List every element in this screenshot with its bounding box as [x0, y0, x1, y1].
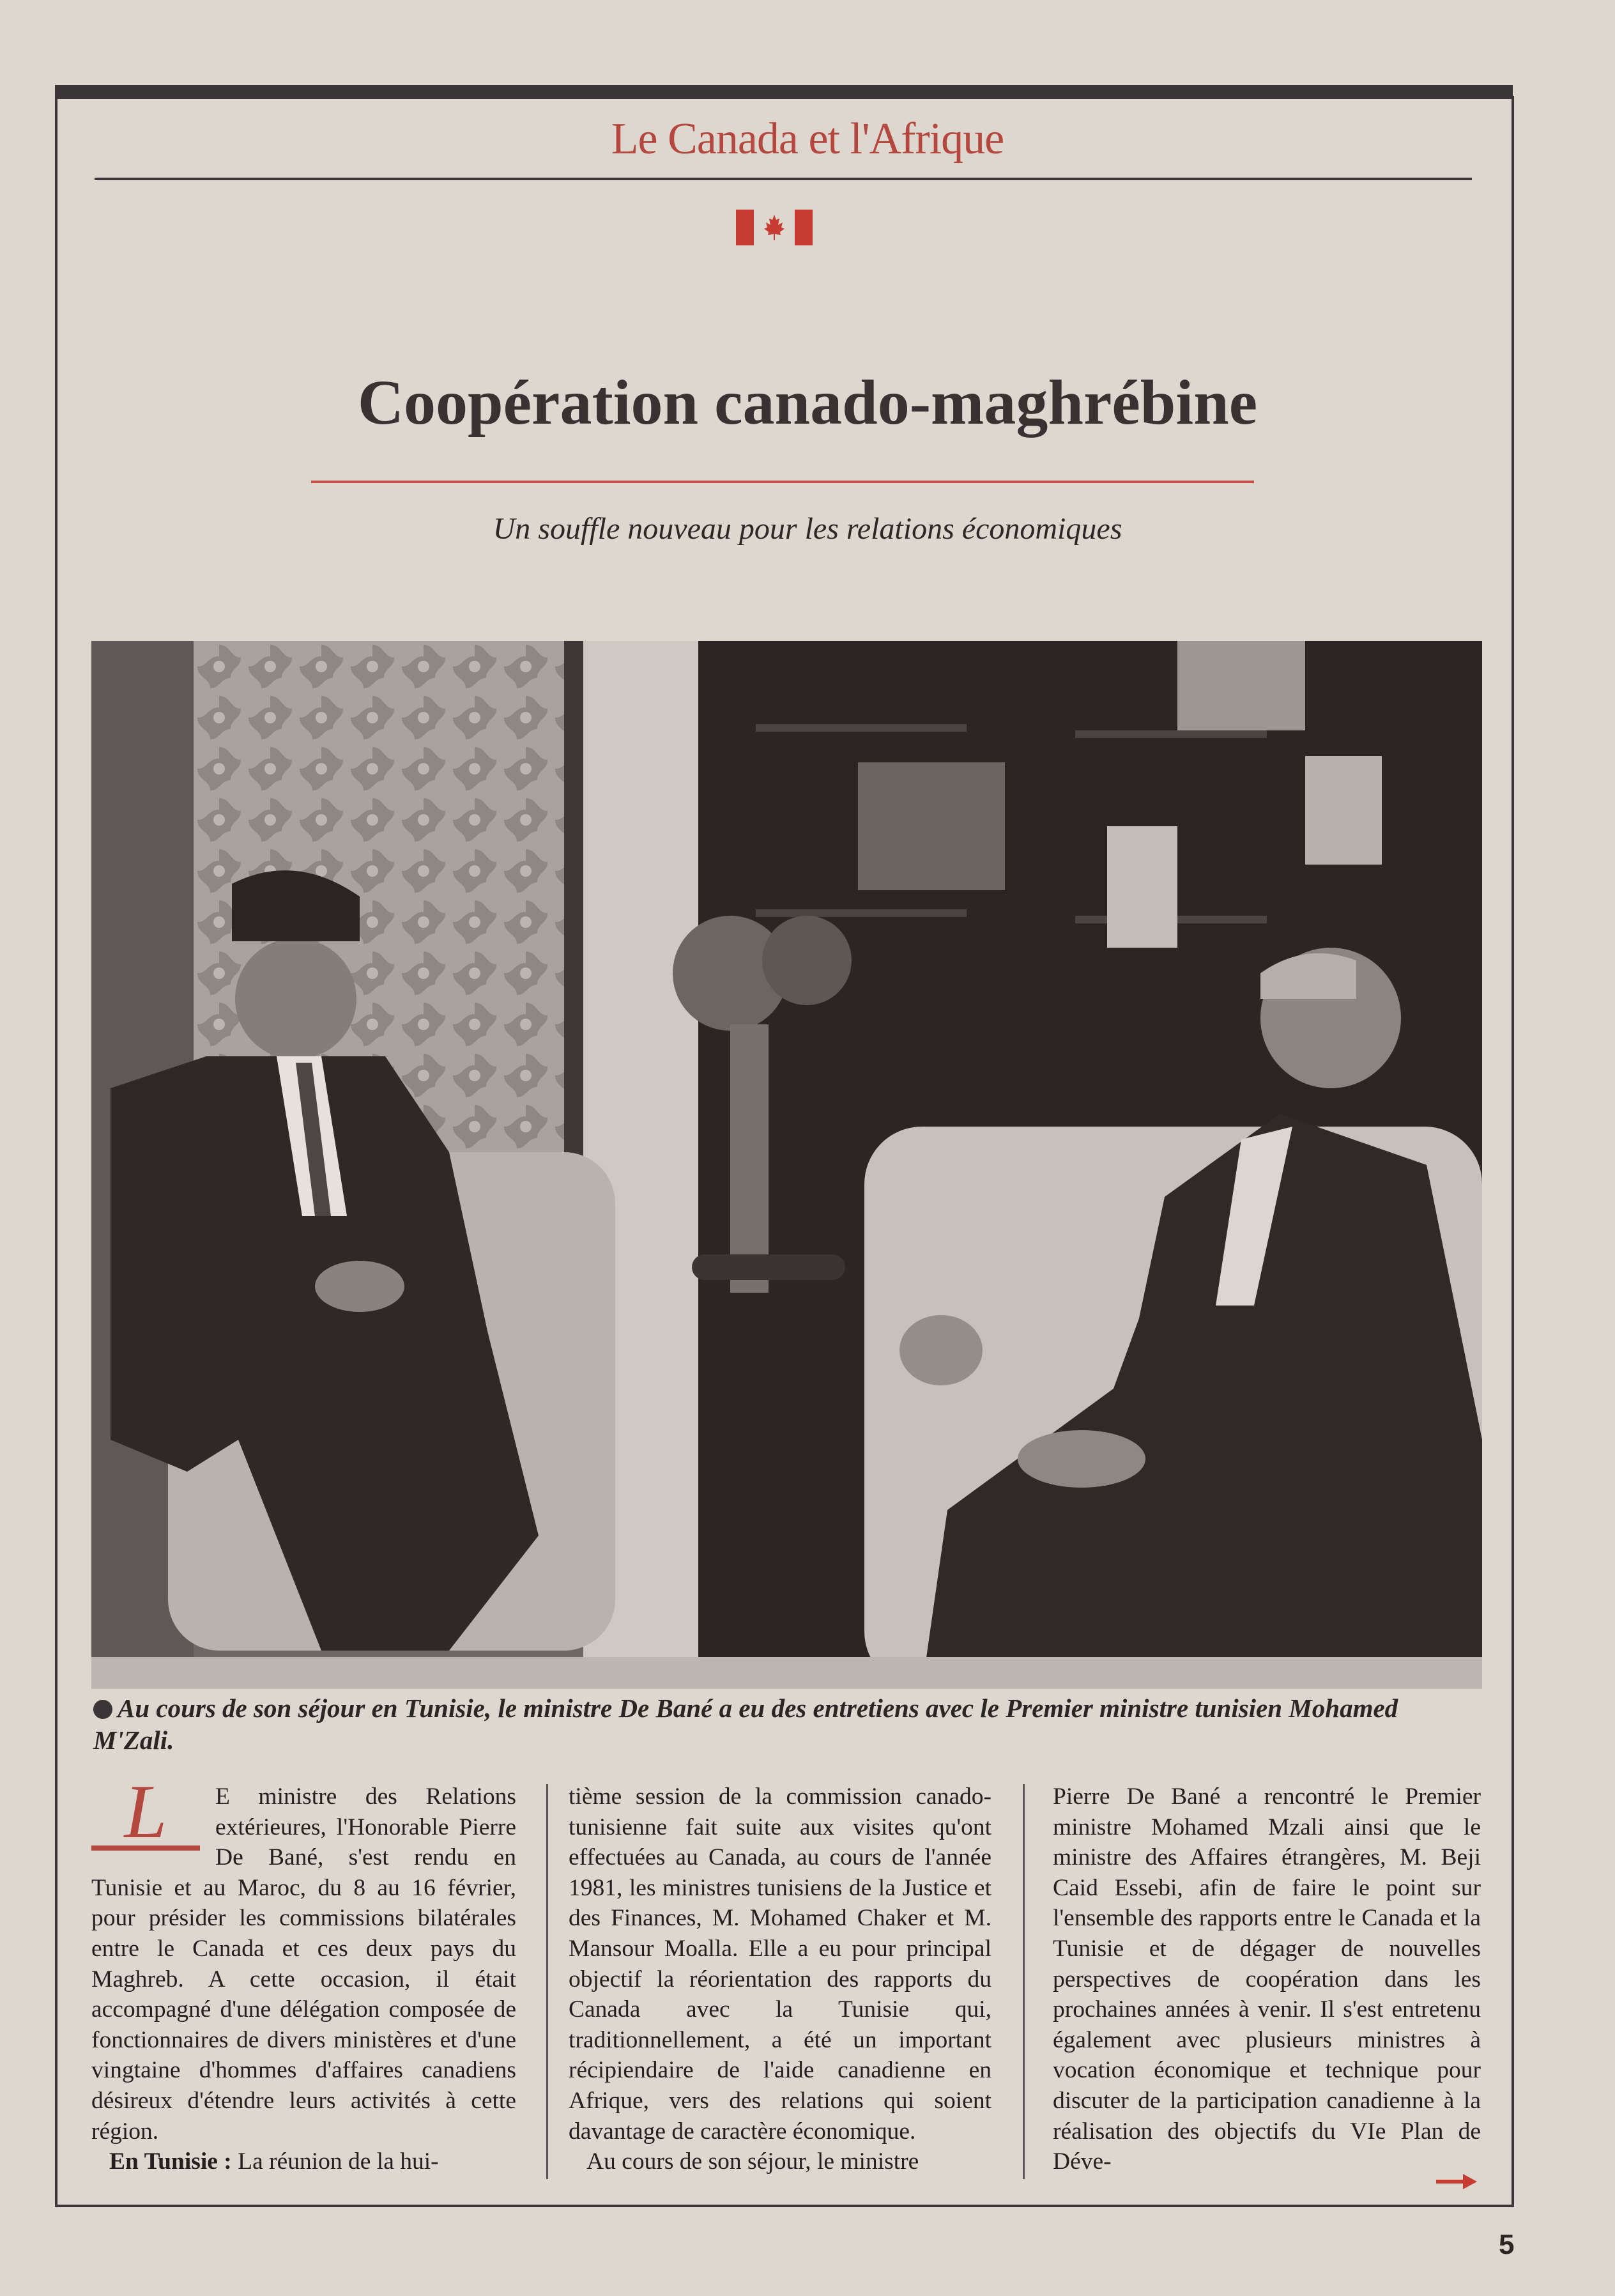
body-column-3 [1053, 1782, 1481, 2177]
article-photo [91, 641, 1482, 1689]
section-title: Le Canada et l'Afrique [611, 114, 1004, 164]
article-headline: Coopération canado-maghrébine [357, 367, 1258, 438]
column-divider [546, 1784, 548, 2179]
continue-arrow-icon [1436, 2174, 1477, 2189]
caption-bullet-icon [93, 1700, 112, 1719]
section-lead: En Tunisie : [109, 2148, 232, 2175]
body-paragraph: Au cours de son séjour, le ministre [586, 2148, 919, 2175]
drop-cap: L [91, 1783, 200, 1851]
column-divider [1023, 1784, 1025, 2179]
body-column-1 [91, 1769, 516, 2177]
body-paragraph: En Tunisie : La réunion de la hui- [109, 2148, 439, 2175]
page-number: 5 [1499, 2229, 1515, 2260]
article-subheadline: Un souffle nouveau pour les relations économiques [493, 512, 1122, 546]
headline-rule [311, 481, 1254, 483]
body-paragraph: E ministre des Relations extérieures, l'Honorable Pierre De Bané, s'est rendu en Tunisie et au Maroc, du 8 au 16 février, pour présider les commissions bilatérales entre le Canada et ces deux pays du Maghreb. A cette occasion, il était accompagné d'une délégation composée de fonctionnaires de divers ministères et d'une vingtaine d'hommes d'affaires canadiens désireux d'étendre leurs activités à cette région. [91, 1784, 516, 2145]
body-column-2 [569, 1782, 991, 2177]
body-paragraph: tième session de la commission canado-tunisienne fait suite aux visites qu'ont effectuées au Canada, au cours de l'année 1981, les ministres tunisiens de la Justice et des Finances, M. Mohamed Chaker et M. Mansour Moalla. Elle a eu pour principal objectif la réorientation des rapports du Canada avec la Tunisie qui, traditionnellement, a été un important récipiendaire de l'aide canadienne en Afrique, vers des relations qui soient davantage de caractère économique. [569, 1784, 991, 2145]
canada-flag-icon [736, 210, 813, 245]
body-paragraph: Pierre De Bané a rencontré le Premier ministre Mohamed Mzali ainsi que le ministre des Affaires étrangères, M. Beji Caid Essebi, afin de faire le point sur l'ensemble des rapports entre le Canada et la Tunisie et de dégager de nouvelles perspectives de coopération dans les prochaines années à venir. Il s'est entretenu également avec plusieurs ministres à vocation économique et technique pour discuter de la participation canadienne à la réalisation des objectifs du VIe Plan de Déve- [1053, 1784, 1481, 2175]
photo-caption [93, 1692, 1480, 1756]
caption-text: Au cours de son séjour en Tunisie, le ministre De Bané a eu des entretiens avec le Premier ministre tunisien Mohamed M'Zali. [93, 1693, 1398, 1755]
header-rule [95, 178, 1472, 180]
